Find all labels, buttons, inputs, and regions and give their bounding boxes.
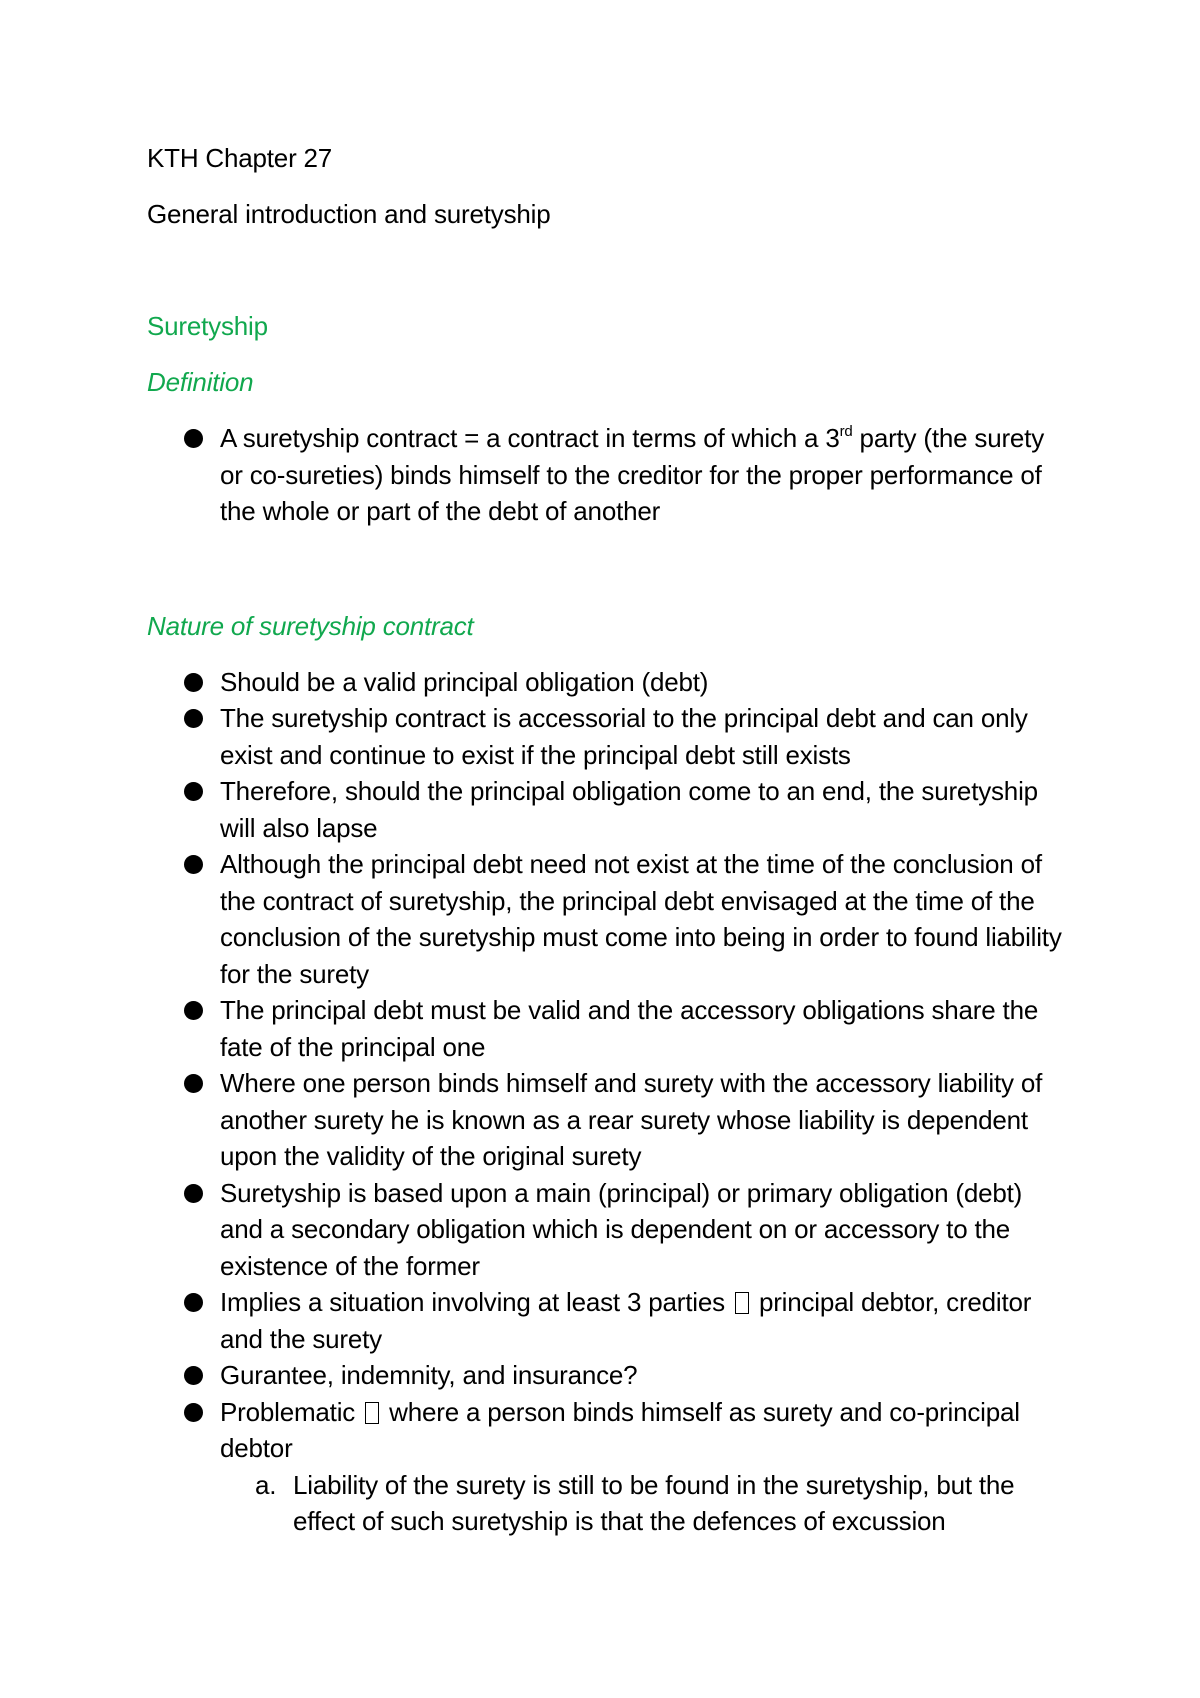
missing-glyph-icon (735, 1292, 749, 1314)
nature-list (147, 664, 1067, 1467)
sub-list-text: Liability of the surety is still to be found in the suretyship, but the effect of such suretyship is that the defences of excussion (293, 1469, 1015, 1536)
list-item: The principal debt must be valid and the accessory obligations share the fate of the principal one (147, 992, 1067, 1065)
list-item: Although the principal debt need not exist at the time of the conclusion of the contract of suretyship, the principal debt envisaged at the time of the conclusion of the suretyship must come into being in order to found liability for the surety (147, 846, 1067, 992)
document-subtitle: General introduction and suretyship (147, 199, 551, 229)
definition-text-after: party (the surety or co-sureties) binds himself to the creditor for the proper performance of the whole or part of the debt of another (220, 423, 1045, 526)
list-item: Should be a valid principal obligation (debt) (147, 664, 1067, 701)
parties-text-after: principal debtor, creditor and the surety (220, 1287, 1032, 1354)
parties-text-before: Implies a situation involving at least 3 parties (220, 1287, 725, 1317)
sub-list-marker: a. (255, 1469, 277, 1500)
problematic-text-before: Problematic (220, 1396, 356, 1427)
list-item (147, 1394, 1067, 1467)
document-title: KTH Chapter 27 (147, 143, 333, 173)
definition-list (147, 420, 1067, 530)
list-item: Gurantee, indemnity, and insurance? (147, 1357, 1067, 1394)
list-item: Therefore, should the principal obligation come to an end, the suretyship will also lapse (147, 773, 1067, 846)
list-item (147, 420, 1067, 530)
document-page (147, 140, 1067, 1540)
heading-suretyship: Suretyship (147, 311, 268, 341)
missing-glyph-icon (365, 1402, 379, 1424)
sub-list (147, 1467, 1067, 1540)
definition-text-before: A suretyship contract = a contract in terms of which a 3 (220, 423, 840, 453)
list-item: Where one person binds himself and surety with the accessory liability of another surety he is known as a rear surety whose liability is dependent upon the validity of the original surety (147, 1065, 1067, 1175)
problematic-text-after: where a person binds himself as surety and co-principal debtor (220, 1396, 1020, 1463)
list-item (147, 1284, 1067, 1357)
definition-superscript: rd (839, 423, 853, 440)
list-item: Suretyship is based upon a main (principal) or primary obligation (debt) and a secondary obligation which is dependent on or accessory to the existence of the former (147, 1175, 1067, 1285)
heading-definition: Definition (147, 367, 254, 397)
heading-nature: Nature of suretyship contract (147, 610, 474, 641)
list-item: The suretyship contract is accessorial to the principal debt and can only exist and continue to exist if the principal debt still exists (147, 700, 1067, 773)
sub-list-item (147, 1467, 1067, 1540)
